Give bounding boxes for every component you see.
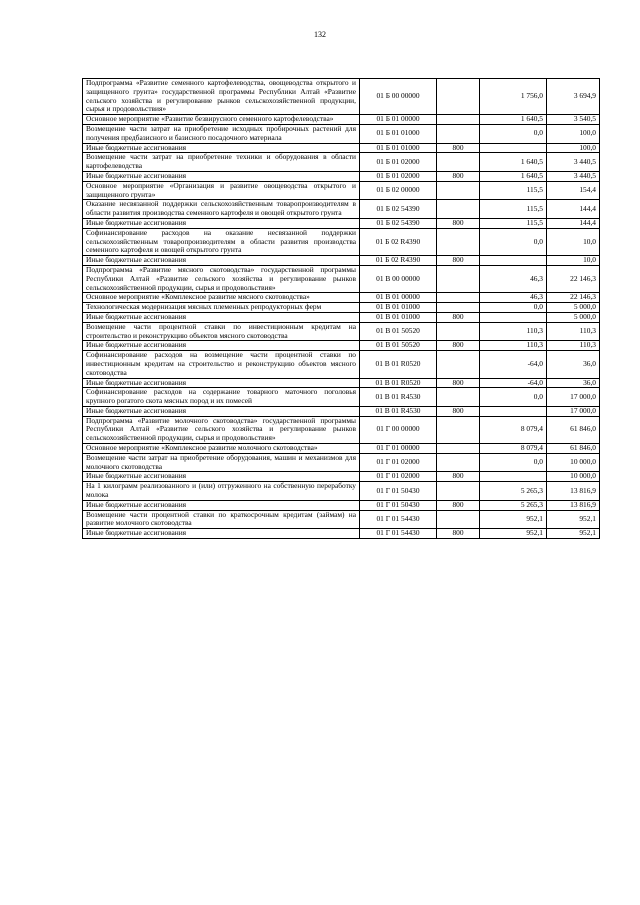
row-code: 01 Г 01 02000 [360, 472, 437, 482]
row-code: 01 Б 02 54390 [360, 218, 437, 228]
row-name: Софинансирование расходов на оказание несвязанной поддержки сельскохозяйственным товаропроизводителям в области развития производства семенного картофеля и овощей открытого грунта [83, 228, 360, 255]
row-amount-change [480, 256, 547, 266]
table-row [83, 406, 600, 416]
row-amount-total: 36,0 [547, 378, 600, 388]
row-code: 01 В 01 01000 [360, 312, 437, 322]
row-code: 01 В 01 01000 [360, 303, 437, 313]
row-expense-type [437, 510, 480, 529]
row-expense-type [437, 115, 480, 125]
row-amount-total: 3 440,5 [547, 171, 600, 181]
row-amount-total: 5 000,0 [547, 303, 600, 313]
row-amount-total: 10 000,0 [547, 472, 600, 482]
row-amount-change: 0,0 [480, 453, 547, 472]
row-code: 01 В 00 00000 [360, 265, 437, 292]
row-amount-change: 0,0 [480, 228, 547, 255]
row-amount-total: 952,1 [547, 510, 600, 529]
row-amount-change: 0,0 [480, 303, 547, 313]
row-expense-type: 800 [437, 256, 480, 266]
row-expense-type [437, 453, 480, 472]
row-name: Подпрограмма «Развитие семенного картофелеводства, овощеводства открытого и защищенного грунта» государственной программы Республики Алтай «Развитие сельского хозяйства и регулирование рынков сельскохозяйственной продукции, сырья и продовольствия» [83, 79, 360, 115]
row-amount-total: 5 000,0 [547, 312, 600, 322]
row-amount-total: 3 694,9 [547, 79, 600, 115]
row-amount-change: 952,1 [480, 529, 547, 539]
row-amount-change: 0,0 [480, 124, 547, 143]
table-row [83, 115, 600, 125]
row-name: Возмещение части процентной ставки по краткосрочным кредитам (займам) на развитие молочного скотоводства [83, 510, 360, 529]
row-code: 01 Б 02 54390 [360, 200, 437, 219]
row-code: 01 В 01 R4530 [360, 388, 437, 407]
row-amount-change: 110,3 [480, 322, 547, 341]
row-amount-change: 46,3 [480, 265, 547, 292]
row-amount-total: 144,4 [547, 200, 600, 219]
row-code: 01 Б 01 02000 [360, 153, 437, 172]
row-amount-change: 115,5 [480, 218, 547, 228]
row-name: Иные бюджетные ассигнования [83, 341, 360, 351]
row-expense-type [437, 200, 480, 219]
row-amount-total: 110,3 [547, 341, 600, 351]
row-amount-change: 5 265,3 [480, 500, 547, 510]
row-amount-change: 115,5 [480, 181, 547, 200]
budget-table [82, 78, 600, 539]
row-code: 01 Б 01 01000 [360, 143, 437, 153]
row-name: Основное мероприятие «Комплексное развитие мясного скотоводства» [83, 293, 360, 303]
row-amount-total: 61 846,0 [547, 444, 600, 454]
row-expense-type [437, 228, 480, 255]
row-code: 01 Б 02 R4390 [360, 256, 437, 266]
row-code: 01 В 01 50520 [360, 322, 437, 341]
row-amount-change [480, 312, 547, 322]
row-amount-total: 110,3 [547, 322, 600, 341]
row-expense-type: 800 [437, 218, 480, 228]
row-code: 01 Б 02 00000 [360, 181, 437, 200]
row-amount-total: 22 146,3 [547, 265, 600, 292]
table-row [83, 444, 600, 454]
row-code: 01 Б 01 01000 [360, 124, 437, 143]
row-amount-total: 17 000,0 [547, 406, 600, 416]
table-row [83, 388, 600, 407]
row-expense-type [437, 388, 480, 407]
table-row [83, 453, 600, 472]
row-amount-total: 10,0 [547, 228, 600, 255]
row-code: 01 Г 01 50430 [360, 500, 437, 510]
row-amount-total: 144,4 [547, 218, 600, 228]
row-amount-change: 0,0 [480, 388, 547, 407]
row-expense-type [437, 351, 480, 378]
row-name: Иные бюджетные ассигнования [83, 312, 360, 322]
table-row [83, 200, 600, 219]
row-code: 01 Г 01 00000 [360, 444, 437, 454]
page-number: 132 [314, 30, 326, 39]
row-expense-type [437, 153, 480, 172]
row-amount-change: 115,5 [480, 200, 547, 219]
row-amount-total: 952,1 [547, 529, 600, 539]
row-name: Основное мероприятие «Комплексное развитие молочного скотоводства» [83, 444, 360, 454]
row-name: На 1 килограмм реализованного и (или) отгруженного на собственную переработку молока [83, 482, 360, 501]
table-row [83, 510, 600, 529]
row-name: Иные бюджетные ассигнования [83, 378, 360, 388]
row-code: 01 Б 01 02000 [360, 171, 437, 181]
row-expense-type [437, 482, 480, 501]
row-code: 01 В 01 R0520 [360, 378, 437, 388]
table-row [83, 181, 600, 200]
row-amount-change: 1 756,0 [480, 79, 547, 115]
table-row [83, 312, 600, 322]
row-name: Иные бюджетные ассигнования [83, 406, 360, 416]
row-name: Иные бюджетные ассигнования [83, 143, 360, 153]
row-amount-total: 13 816,9 [547, 482, 600, 501]
row-name: Иные бюджетные ассигнования [83, 171, 360, 181]
row-expense-type: 800 [437, 143, 480, 153]
row-amount-total: 10,0 [547, 256, 600, 266]
row-amount-total: 154,4 [547, 181, 600, 200]
row-expense-type [437, 444, 480, 454]
row-amount-change: -64,0 [480, 351, 547, 378]
row-name: Возмещение части затрат на приобретение оборудования, машин и механизмов для молочного скотоводства [83, 453, 360, 472]
row-expense-type [437, 181, 480, 200]
row-expense-type: 800 [437, 312, 480, 322]
row-amount-change [480, 472, 547, 482]
row-name: Софинансирование расходов на содержание товарного маточного поголовья крупного рогатого скота мясных пород и их помесей [83, 388, 360, 407]
row-amount-change: 8 079,4 [480, 416, 547, 443]
row-amount-change: 5 265,3 [480, 482, 547, 501]
row-name: Иные бюджетные ассигнования [83, 472, 360, 482]
row-expense-type [437, 303, 480, 313]
row-expense-type [437, 265, 480, 292]
budget-table-body [83, 79, 600, 539]
row-code: 01 В 01 R0520 [360, 351, 437, 378]
row-name: Иные бюджетные ассигнования [83, 256, 360, 266]
table-row [83, 529, 600, 539]
row-amount-total: 61 846,0 [547, 416, 600, 443]
row-code: 01 Б 01 00000 [360, 115, 437, 125]
table-row [83, 153, 600, 172]
row-name: Подпрограмма «Развитие молочного скотоводства» государственной программы Республики Алтай «Развитие сельского хозяйства и регулирование рынков сельскохозяйственной продукции, сырья и продовольствия» [83, 416, 360, 443]
row-expense-type: 800 [437, 341, 480, 351]
row-amount-total: 36,0 [547, 351, 600, 378]
row-name: Иные бюджетные ассигнования [83, 529, 360, 539]
row-expense-type: 800 [437, 472, 480, 482]
row-code: 01 Б 02 R4390 [360, 228, 437, 255]
table-row [83, 500, 600, 510]
row-name: Подпрограмма «Развитие мясного скотоводства» государственной программы Республики Алтай «Развитие сельского хозяйства и регулирование рынков сельскохозяйственной продукции, сырья и продовольствия» [83, 265, 360, 292]
row-amount-total: 10 000,0 [547, 453, 600, 472]
table-row [83, 228, 600, 255]
row-code: 01 В 01 00000 [360, 293, 437, 303]
table-row [83, 322, 600, 341]
row-name: Основное мероприятие «Развитие безвирусного семенного картофелеводства» [83, 115, 360, 125]
table-row [83, 303, 600, 313]
row-amount-change: 1 640,5 [480, 171, 547, 181]
row-amount-change [480, 143, 547, 153]
row-amount-change: 1 640,5 [480, 115, 547, 125]
row-name: Софинансирование расходов на возмещение части процентной ставки по инвестиционным кредитам на строительство и реконструкцию объектов мясного скотоводства [83, 351, 360, 378]
row-expense-type: 800 [437, 171, 480, 181]
row-code: 01 Г 00 00000 [360, 416, 437, 443]
row-expense-type: 800 [437, 529, 480, 539]
row-amount-change: 1 640,5 [480, 153, 547, 172]
row-amount-change [480, 406, 547, 416]
row-expense-type: 800 [437, 378, 480, 388]
table-row [83, 171, 600, 181]
row-amount-change: 952,1 [480, 510, 547, 529]
row-name: Иные бюджетные ассигнования [83, 500, 360, 510]
row-amount-total: 13 816,9 [547, 500, 600, 510]
row-code: 01 Г 01 50430 [360, 482, 437, 501]
row-expense-type: 800 [437, 500, 480, 510]
row-code: 01 В 01 50520 [360, 341, 437, 351]
table-row [83, 256, 600, 266]
table-row [83, 218, 600, 228]
row-amount-total: 100,0 [547, 143, 600, 153]
row-code: 01 Г 01 54430 [360, 529, 437, 539]
table-row [83, 416, 600, 443]
row-name: Технологическая модернизация мясных племенных репродукторных ферм [83, 303, 360, 313]
table-row [83, 265, 600, 292]
row-code: 01 Б 00 00000 [360, 79, 437, 115]
row-amount-total: 3 440,5 [547, 153, 600, 172]
row-name: Оказание несвязанной поддержки сельскохозяйственным товаропроизводителям в области развития производства семенного картофеля и овощей открытого грунта [83, 200, 360, 219]
table-row [83, 79, 600, 115]
row-code: 01 Г 01 02000 [360, 453, 437, 472]
row-name: Иные бюджетные ассигнования [83, 218, 360, 228]
row-amount-change: 46,3 [480, 293, 547, 303]
row-expense-type [437, 416, 480, 443]
table-row [83, 351, 600, 378]
row-expense-type [437, 79, 480, 115]
row-expense-type [437, 124, 480, 143]
row-code: 01 Г 01 54430 [360, 510, 437, 529]
row-expense-type: 800 [437, 406, 480, 416]
row-name: Возмещение части затрат на приобретение техники и оборудования в области картофелеводства [83, 153, 360, 172]
row-name: Основное мероприятие «Организация и развитие овощеводства открытого и защищенного грунта» [83, 181, 360, 200]
row-amount-total: 100,0 [547, 124, 600, 143]
table-row [83, 124, 600, 143]
row-amount-change: -64,0 [480, 378, 547, 388]
row-amount-total: 22 146,3 [547, 293, 600, 303]
row-name: Возмещение части процентной ставки по инвестиционным кредитам на строительство и реконструкцию объектов мясного скотоводства [83, 322, 360, 341]
row-amount-change: 8 079,4 [480, 444, 547, 454]
row-amount-total: 17 000,0 [547, 388, 600, 407]
row-code: 01 В 01 R4530 [360, 406, 437, 416]
row-amount-change: 110,3 [480, 341, 547, 351]
row-amount-total: 3 540,5 [547, 115, 600, 125]
row-expense-type [437, 322, 480, 341]
table-row [83, 482, 600, 501]
row-name: Возмещение части затрат на приобретение исходных пробирочных растений для получения предбазисного и базисного посадочного материала [83, 124, 360, 143]
row-expense-type [437, 293, 480, 303]
